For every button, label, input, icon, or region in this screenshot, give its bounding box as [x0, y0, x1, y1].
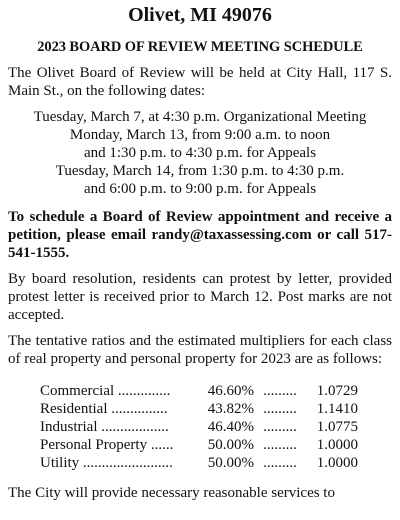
- dot-leader: .........: [263, 455, 297, 471]
- dot-leader: .........: [263, 437, 297, 453]
- property-class: Personal Property: [40, 437, 148, 453]
- ratio-row: [40, 436, 392, 454]
- dot-leader: ........................: [82, 455, 173, 471]
- multiplier: 1.1410: [316, 401, 358, 417]
- tentative-ratio: 46.40%: [207, 419, 254, 435]
- appointment-paragraph: To schedule a Board of Review appointment and receive a petition, please email randy@taxassessing.com or call 517-541-1555.: [8, 209, 392, 261]
- dot-leader: ......: [150, 437, 174, 453]
- ratio-row: [40, 454, 392, 472]
- date-line: Monday, March 13, from 9:00 a.m. to noon: [69, 127, 331, 143]
- tentative-ratio: 46.60%: [207, 383, 254, 399]
- date-line: and 6:00 p.m. to 9:00 p.m. for Appeals: [83, 181, 317, 197]
- ratio-row: [40, 382, 392, 400]
- property-class: Utility: [40, 455, 80, 471]
- ratio-row: [40, 400, 392, 418]
- tentative-ratio: 43.82%: [207, 401, 254, 417]
- schedule-title: 2023 BOARD OF REVIEW MEETING SCHEDULE: [37, 39, 363, 55]
- date-line: and 1:30 p.m. to 4:30 p.m. for Appeals: [83, 145, 317, 161]
- property-class: Residential: [40, 401, 108, 417]
- date-line: Tuesday, March 14, from 1:30 p.m. to 4:30 p.m.: [55, 163, 345, 179]
- multiplier: 1.0000: [316, 455, 358, 471]
- property-class: Industrial: [40, 419, 98, 435]
- protest-paragraph: By board resolution, residents can protest by letter, provided protest letter is received prior to March 12. Post marks are not accepted.: [8, 271, 392, 323]
- multiplier: 1.0775: [316, 419, 358, 435]
- dot-leader: ..............: [117, 383, 171, 399]
- dot-leader: ...............: [111, 401, 168, 417]
- dot-leader: .........: [263, 419, 297, 435]
- tentative-ratio: 50.00%: [207, 437, 254, 453]
- city-heading: Olivet, MI 49076: [128, 4, 272, 26]
- property-class: Commercial: [40, 383, 115, 399]
- ratio-row: [40, 418, 392, 436]
- ratios-table: [40, 382, 392, 472]
- date-line: Tuesday, March 7, at 4:30 p.m. Organizational Meeting: [33, 109, 367, 125]
- intro-paragraph: The Olivet Board of Review will be held at City Hall, 117 S. Main St., on the following dates:: [8, 65, 392, 99]
- multiplier: 1.0000: [316, 437, 358, 453]
- closing-paragraph: The City will provide necessary reasonable services to: [8, 485, 335, 501]
- dot-leader: .........: [263, 401, 297, 417]
- ratios-intro-paragraph: The tentative ratios and the estimated multipliers for each class of real property and personal property for 2023 are as follows:: [8, 333, 392, 367]
- dot-leader: .........: [263, 383, 297, 399]
- meeting-dates: [8, 108, 392, 198]
- notice-page: [0, 4, 400, 520]
- dot-leader: ..................: [101, 419, 169, 435]
- tentative-ratio: 50.00%: [207, 455, 254, 471]
- multiplier: 1.0729: [316, 383, 358, 399]
